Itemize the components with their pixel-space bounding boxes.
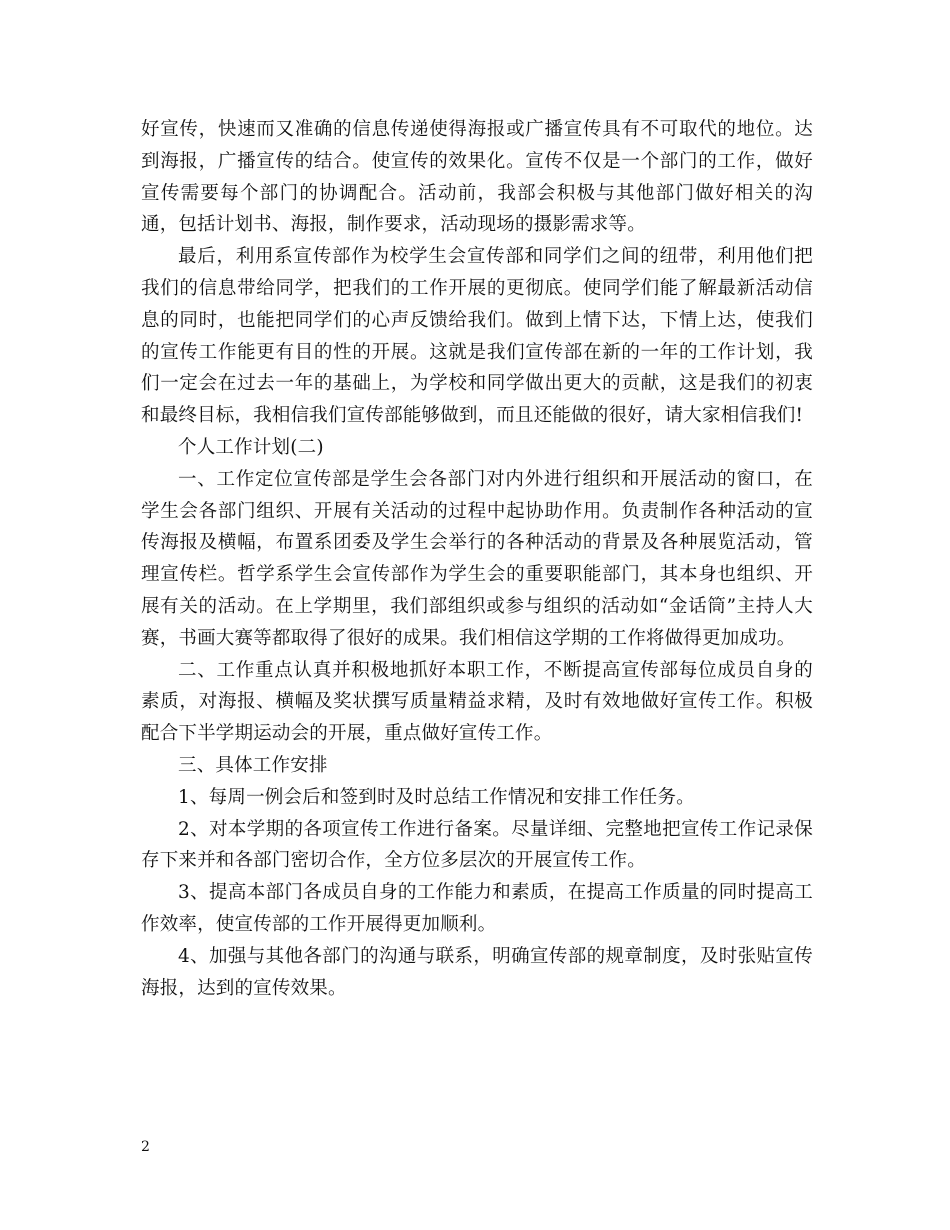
section-heading-arrangements: 三、具体工作安排 bbox=[178, 754, 328, 776]
paragraph-1: 好宣传，快速而又准确的信息传递使得海报或广播宣传具有不可取代的地位。达到海报，广播宣传的结合。使宣传的效果化。宣传不仅是一个部门的工作，做好宣传需要每个部门的协调配合。活动前，我部会积极与其他部门做好相关的沟通，包括计划书、海报，制作要求，活动现场的摄影需求等。 bbox=[141, 119, 813, 236]
paragraph-work-focus: 二、工作重点认真并积极地抓好本职工作，不断提高宣传部每位成员自身的素质，对海报、横幅及奖状撰写质量精益求精，及时有效地做好宣传工作。积极配合下半学期运动会的开展，重点做好宣传工作。 bbox=[141, 659, 813, 745]
paragraph-work-positioning: 一、工作定位宣传部是学生会各部门对内外进行组织和开展活动的窗口，在学生会各部门组织、开展有关活动的过程中起协助作用。负责制作各种活动的宣传海报及横幅，布置系团委及学生会举行的各种活动的背景及各种展览活动，管理宣传栏。哲学系学生会宣传部作为学生会的重要职能部门，其本身也组织、开展有关的活动。在上学期里，我们部组织或参与组织的活动如“金话筒”主持人大赛，书画大赛等都取得了很好的成果。我们相信这学期的工作将做得更加成功。 bbox=[141, 468, 813, 649]
list-item-4: 4、加强与其他各部门的沟通与联系，明确宣传部的规章制度，及时张贴宣传海报，达到的宣传效果。 bbox=[141, 945, 813, 999]
list-item-3: 3、提高本部门各成员自身的工作能力和素质，在提高工作质量的同时提高工作效率，使宣传部的工作开展得更加顺利。 bbox=[141, 882, 813, 935]
page-number: 2 bbox=[141, 1139, 150, 1155]
list-item-1: 1、每周一例会后和签到时及时总结工作情况和安排工作任务。 bbox=[178, 786, 695, 808]
paragraph-2: 最后，利用系宣传部作为校学生会宣传部和同学们之间的纽带，利用他们把我们的信息带给同学，把我们的工作开展的更彻底。使同学们能了解最新活动信息的同时，也能把同学们的心声反馈给我们。做到上情下达，下情上达，使我们的宣传工作能更有目的性的开展。这就是我们宣传部在新的一年的工作计划，我们一定会在过去一年的基础上，为学校和同学做出更大的贡献，这是我们的初衷和最终目标，我相信我们宣传部能够做到，而且还能做的很好，请大家相信我们! bbox=[141, 246, 813, 427]
list-item-2: 2、对本学期的各项宣传工作进行备案。尽量详细、完整地把宣传工作记录保存下来并和各部门密切合作，全方位多层次的开展宣传工作。 bbox=[141, 818, 813, 872]
document-body bbox=[141, 114, 813, 1004]
section-heading-plan-2: 个人工作计划(二) bbox=[178, 436, 324, 458]
